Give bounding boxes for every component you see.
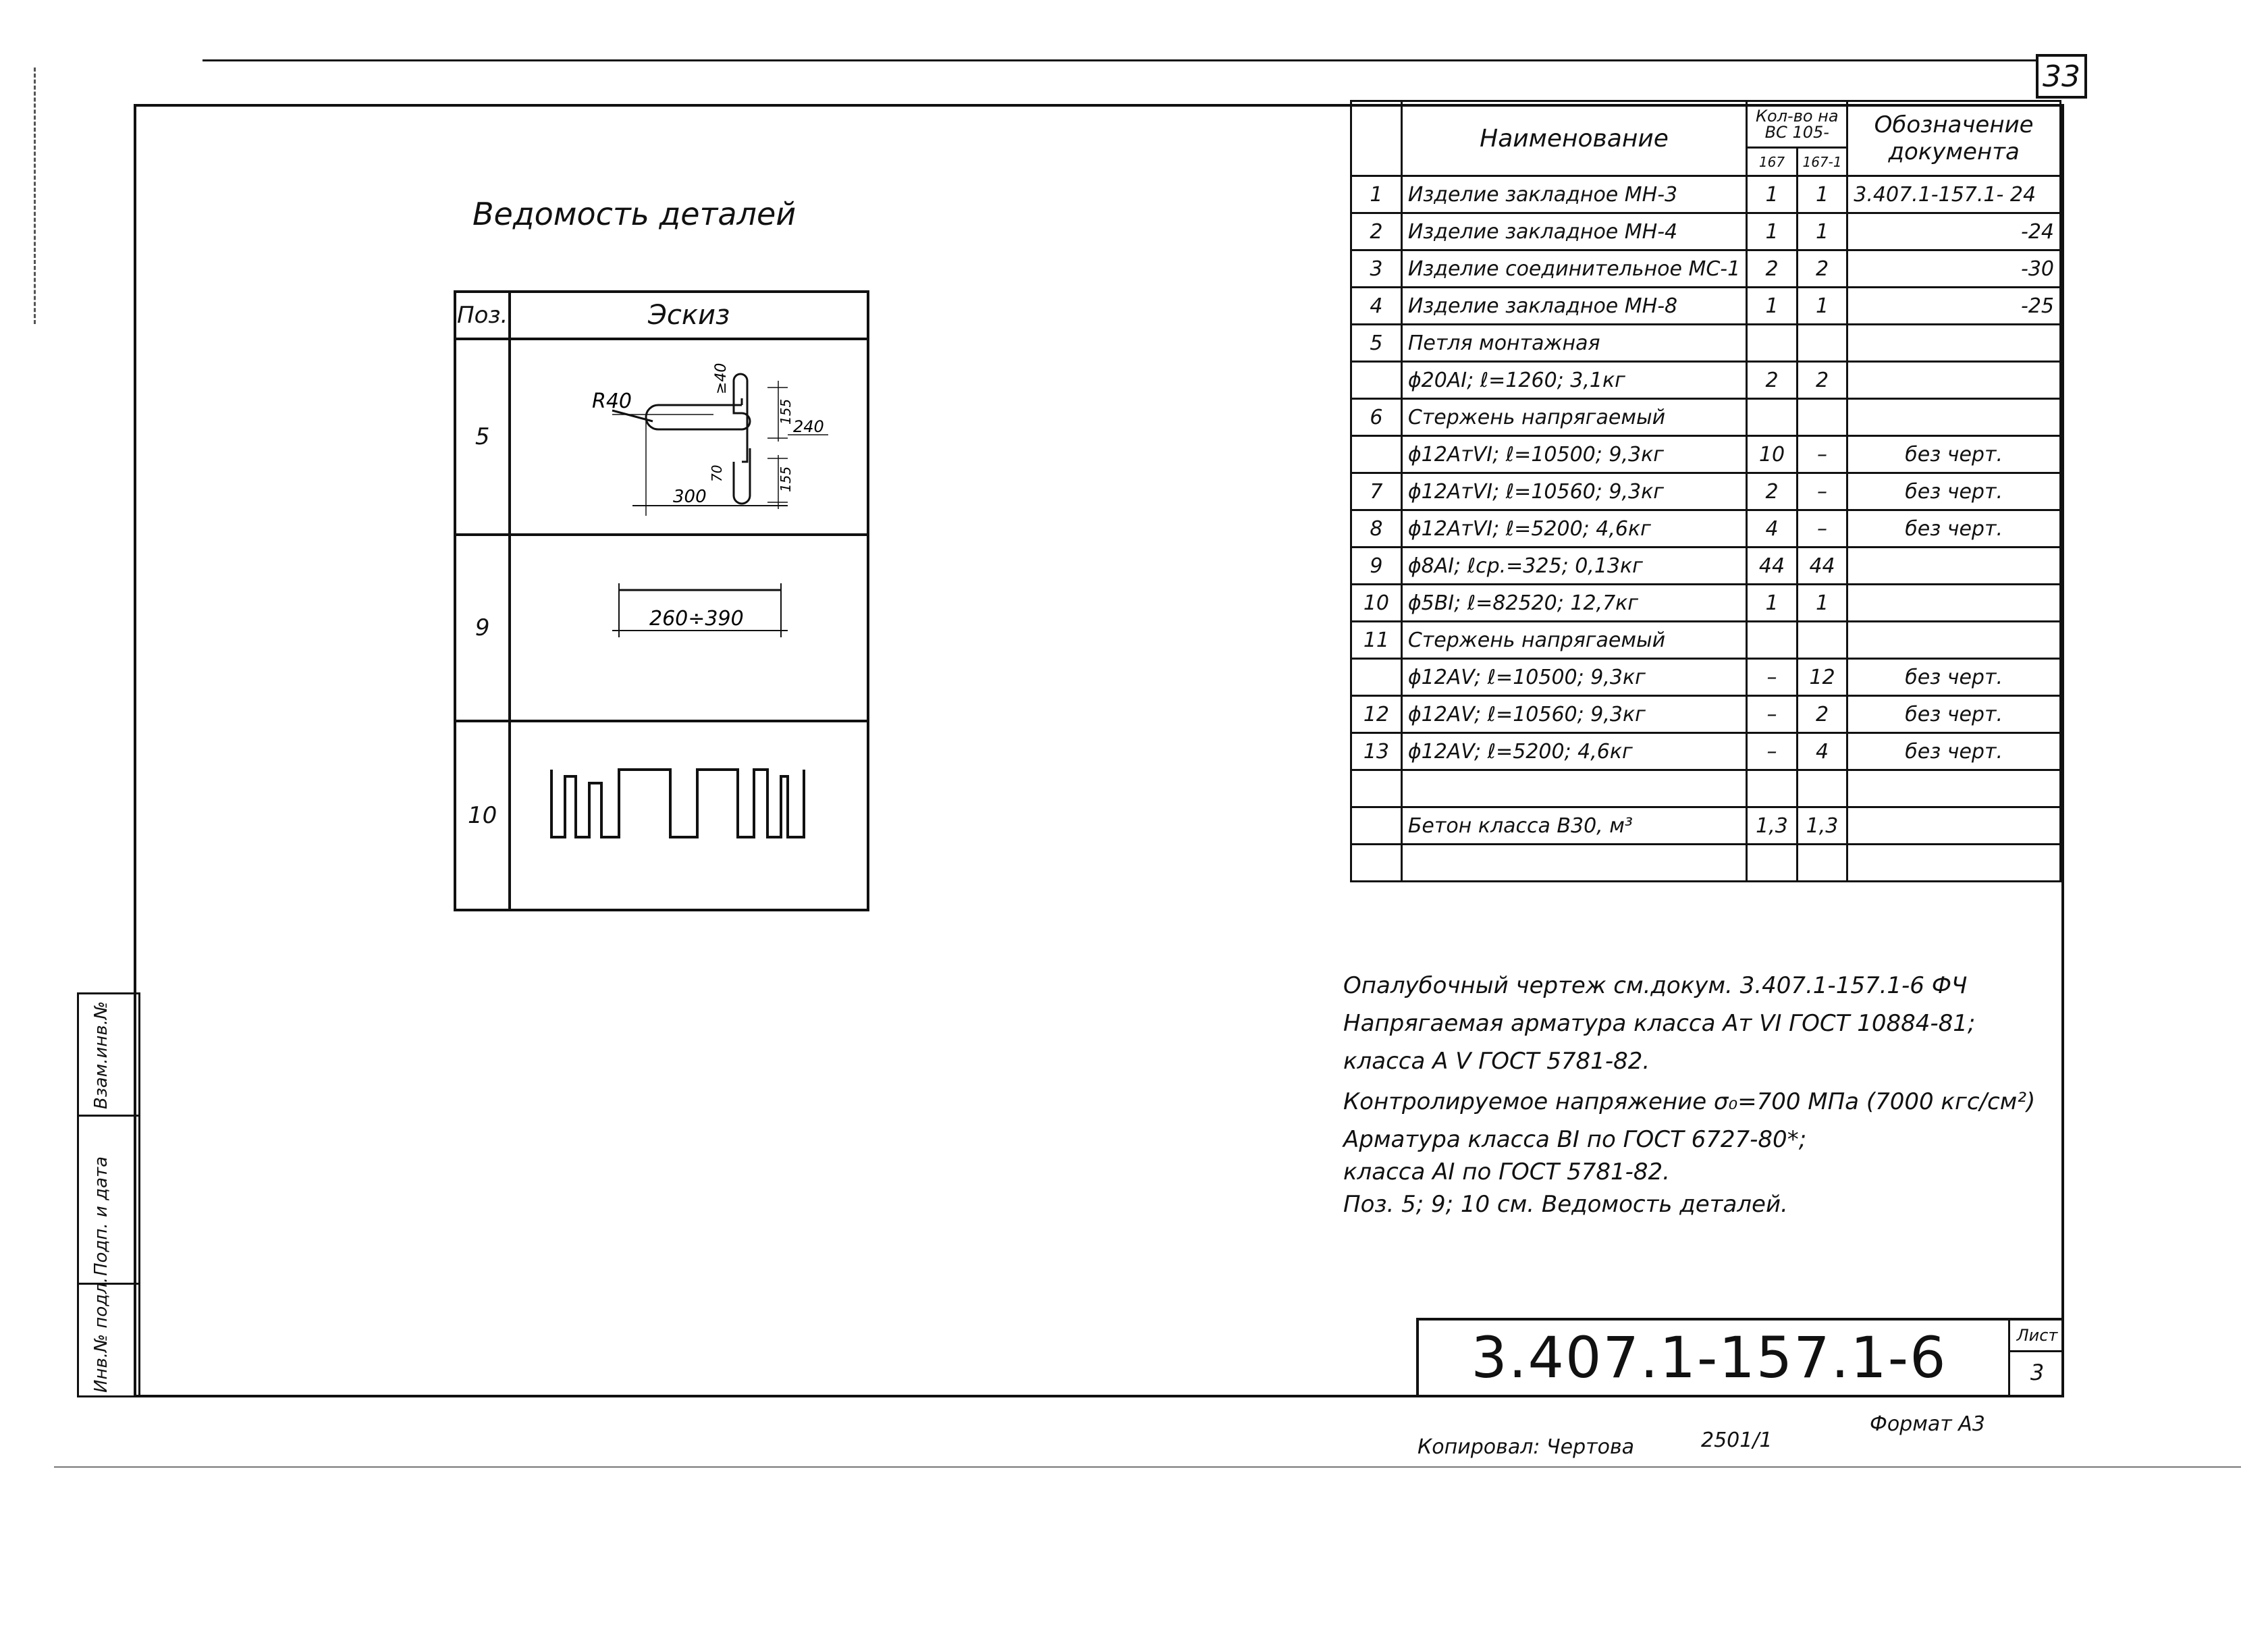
note-line: Контролируемое напряжение σ₀=700 МПа (7000 кгс/см²)	[1343, 1088, 2036, 1115]
spec-header-qty	[1747, 101, 1847, 148]
spec-cell-qty-a: 1	[1747, 288, 1798, 325]
side-stamp-cell-3	[77, 1277, 140, 1397]
spec-cell-qty-a: 2	[1747, 473, 1798, 510]
spec-cell-qty-b: 2	[1797, 696, 1847, 733]
note-line: Поз. 5; 9; 10 см. Ведомость деталей.	[1343, 1191, 1788, 1218]
spec-cell-pos: 10	[1351, 585, 1402, 622]
spec-cell-qty-a	[1747, 325, 1798, 362]
bottom-rule	[54, 1466, 2241, 1468]
spec-cell-pos: 1	[1351, 176, 1402, 213]
spec-cell-pos: 9	[1351, 548, 1402, 585]
spec-cell-doc	[1847, 399, 2061, 436]
spec-cell-qty-b: –	[1797, 510, 1847, 548]
spec-row	[1351, 288, 2061, 325]
spec-cell-pos: 8	[1351, 510, 1402, 548]
spec-cell-qty-b: 1,3	[1797, 807, 1847, 845]
spec-cell-pos	[1351, 659, 1402, 696]
spec-cell-pos: 11	[1351, 622, 1402, 659]
details-row-pos: 9	[455, 535, 510, 721]
spec-cell-doc	[1847, 548, 2061, 585]
spec-cell-qty-b	[1797, 325, 1847, 362]
spec-cell-name: Изделие соединительное МС-1	[1401, 250, 1746, 288]
side-stamp-text-2: Подп. и дата	[91, 1156, 111, 1276]
spec-cell-qty-a: 1	[1747, 585, 1798, 622]
sheet-label: Лист	[2010, 1321, 2064, 1352]
side-stamp-text-1: Взам.инв.№	[91, 1001, 111, 1109]
spec-cell-name: Изделие закладное МН-3	[1401, 176, 1746, 213]
top-rule	[202, 59, 2039, 61]
spec-cell-name: ϕ20АI; ℓ=1260; 3,1кг	[1401, 362, 1746, 399]
spec-cell-pos: 6	[1351, 399, 1402, 436]
title-block	[1416, 1318, 2064, 1397]
dim-range: 260÷390	[649, 607, 744, 631]
spec-cell-doc: без черт.	[1847, 436, 2061, 473]
spec-row	[1351, 250, 2061, 288]
spec-cell-name: ϕ12АV; ℓ=10500; 9,3кг	[1401, 659, 1746, 696]
spec-cell-pos	[1351, 845, 1402, 882]
zigzag-sketch	[511, 722, 875, 911]
spec-cell-doc	[1847, 362, 2061, 399]
spec-cell-qty-b: 2	[1797, 362, 1847, 399]
dim-height-1: 155	[778, 398, 794, 425]
spec-row	[1351, 325, 2061, 362]
spec-cell-pos: 5	[1351, 325, 1402, 362]
spec-cell-doc	[1847, 325, 2061, 362]
details-header-pos: Поз.	[455, 292, 510, 339]
spec-cell-doc	[1847, 845, 2061, 882]
spec-cell-doc: -30	[1847, 250, 2061, 288]
spec-header-pos	[1351, 101, 1402, 176]
spec-cell-pos: 3	[1351, 250, 1402, 288]
spec-row	[1351, 845, 2061, 882]
bar-sketch	[511, 536, 875, 722]
dim-small-2: 70	[709, 464, 726, 482]
spec-table	[1350, 100, 2061, 882]
spec-row	[1351, 733, 2061, 770]
sheet-number-box	[2036, 54, 2087, 99]
spec-cell-name: Стержень напрягаемый	[1401, 399, 1746, 436]
spec-cell-qty-a: 2	[1747, 250, 1798, 288]
spec-header-doc	[1847, 101, 2061, 176]
spec-cell-qty-a: 2	[1747, 362, 1798, 399]
spec-cell-name: Бетон класса В30, м³	[1401, 807, 1746, 845]
spec-cell-qty-a	[1747, 770, 1798, 807]
details-table	[454, 290, 869, 911]
designation: 3.407.1-157.1-6	[1471, 1325, 1947, 1391]
spec-header-qty-b: 167-1	[1797, 148, 1847, 176]
spec-cell-qty-b	[1797, 399, 1847, 436]
spec-cell-doc: без черт.	[1847, 510, 2061, 548]
spec-row	[1351, 399, 2061, 436]
spec-cell-doc	[1847, 585, 2061, 622]
sketch-loop	[510, 339, 868, 535]
note-line: класса А V ГОСТ 5781-82.	[1343, 1048, 1650, 1075]
spec-row	[1351, 622, 2061, 659]
spec-cell-name: Изделие закладное МН-8	[1401, 288, 1746, 325]
spec-cell-qty-a: 1	[1747, 176, 1798, 213]
spec-cell-doc	[1847, 622, 2061, 659]
side-stamp-cell-1	[77, 992, 140, 1117]
spec-cell-name: Стержень напрягаемый	[1401, 622, 1746, 659]
spec-cell-name: ϕ5ВI; ℓ=82520; 12,7кг	[1401, 585, 1746, 622]
spec-row	[1351, 659, 2061, 696]
spec-header-qty-a: 167	[1747, 148, 1798, 176]
spec-cell-doc: -25	[1847, 288, 2061, 325]
spec-header-doc-line1: Обозначение	[1874, 111, 2034, 138]
sketch-bar	[510, 535, 868, 721]
spec-cell-qty-a: –	[1747, 733, 1798, 770]
spec-cell-pos: 4	[1351, 288, 1402, 325]
spec-cell-pos: 13	[1351, 733, 1402, 770]
spec-cell-doc: без черт.	[1847, 733, 2061, 770]
spec-header-doc-line2: документа	[1888, 138, 2020, 165]
spec-row	[1351, 213, 2061, 250]
note-line: Арматура класса ВI по ГОСТ 6727-80*;	[1343, 1126, 1807, 1153]
spec-cell-qty-b: 44	[1797, 548, 1847, 585]
footer-order: 2501/1	[1701, 1429, 1773, 1452]
spec-cell-name: ϕ12АV; ℓ=5200; 4,6кг	[1401, 733, 1746, 770]
spec-cell-qty-a	[1747, 622, 1798, 659]
spec-cell-qty-b: –	[1797, 473, 1847, 510]
spec-row	[1351, 362, 2061, 399]
spec-cell-qty-a: 44	[1747, 548, 1798, 585]
dim-length: 300	[673, 487, 707, 507]
spec-header-qty-line2: ВС 105-	[1764, 123, 1829, 142]
spec-cell-qty-a: 4	[1747, 510, 1798, 548]
spec-cell-pos: 2	[1351, 213, 1402, 250]
spec-cell-doc: без черт.	[1847, 659, 2061, 696]
spec-cell-name: Петля монтажная	[1401, 325, 1746, 362]
margin-mark	[34, 68, 38, 324]
spec-cell-doc	[1847, 807, 2061, 845]
details-header-sketch: Эскиз	[510, 292, 868, 339]
side-stamp-text-3: Инв.№ подл.	[91, 1277, 111, 1393]
spec-cell-qty-b: 1	[1797, 176, 1847, 213]
dim-radius: R40	[592, 390, 632, 413]
spec-cell-qty-b: 4	[1797, 733, 1847, 770]
spec-row	[1351, 770, 2061, 807]
spec-cell-name: ϕ12АтVI; ℓ=10500; 9,3кг	[1401, 436, 1746, 473]
spec-cell-qty-b: 12	[1797, 659, 1847, 696]
spec-cell-pos	[1351, 807, 1402, 845]
details-row-pos: 5	[455, 339, 510, 535]
note-line: Опалубочный чертеж см.докум. 3.407.1-157.1-6 ФЧ	[1343, 972, 1968, 999]
dim-height-2: 155	[778, 466, 794, 492]
note-line: класса АI по ГОСТ 5781-82.	[1343, 1158, 1670, 1185]
spec-cell-qty-b: 1	[1797, 585, 1847, 622]
spec-row	[1351, 548, 2061, 585]
note-line: Напрягаемая арматура класса Ат VI ГОСТ 10884-81;	[1343, 1010, 1976, 1037]
spec-cell-pos	[1351, 436, 1402, 473]
spec-cell-qty-b	[1797, 845, 1847, 882]
spec-cell-name: ϕ12АтVI; ℓ=5200; 4,6кг	[1401, 510, 1746, 548]
spec-header-qty-line1: Кол-во на	[1755, 107, 1839, 126]
spec-row	[1351, 510, 2061, 548]
spec-cell-name: ϕ8АI; ℓср.=325; 0,13кг	[1401, 548, 1746, 585]
dim-top-small: ≥40	[713, 363, 730, 394]
spec-cell-doc: 3.407.1-157.1- 24	[1847, 176, 2061, 213]
spec-cell-qty-a: –	[1747, 659, 1798, 696]
spec-row	[1351, 807, 2061, 845]
spec-cell-pos	[1351, 362, 1402, 399]
spec-cell-name: Изделие закладное МН-4	[1401, 213, 1746, 250]
spec-cell-qty-a	[1747, 399, 1798, 436]
details-title: Ведомость деталей	[473, 196, 796, 232]
spec-cell-qty-b: 1	[1797, 288, 1847, 325]
spec-cell-qty-a	[1747, 845, 1798, 882]
sketch-zigzag	[510, 721, 868, 910]
spec-cell-qty-a: 1,3	[1747, 807, 1798, 845]
spec-cell-qty-a: 1	[1747, 213, 1798, 250]
spec-cell-qty-a: 10	[1747, 436, 1798, 473]
spec-cell-pos: 12	[1351, 696, 1402, 733]
spec-cell-doc: без черт.	[1847, 696, 2061, 733]
spec-cell-pos: 7	[1351, 473, 1402, 510]
spec-cell-pos	[1351, 770, 1402, 807]
side-stamp-cell-2	[77, 1115, 140, 1285]
spec-cell-qty-b: 2	[1797, 250, 1847, 288]
spec-header-name: Наименование	[1401, 101, 1746, 176]
spec-cell-name	[1401, 770, 1746, 807]
spec-cell-qty-a: –	[1747, 696, 1798, 733]
spec-row	[1351, 696, 2061, 733]
spec-cell-qty-b: 1	[1797, 213, 1847, 250]
sheet-value: 3	[2030, 1360, 2045, 1385]
loop-sketch	[511, 340, 875, 536]
spec-cell-qty-b	[1797, 622, 1847, 659]
details-row-pos: 10	[455, 721, 510, 910]
spec-cell-doc	[1847, 770, 2061, 807]
dim-side: 240	[793, 417, 825, 436]
sheet-cell	[2008, 1321, 2064, 1397]
spec-row	[1351, 176, 2061, 213]
sheet-number: 33	[2043, 59, 2080, 94]
spec-cell-name: ϕ12АV; ℓ=10560; 9,3кг	[1401, 696, 1746, 733]
spec-row	[1351, 473, 2061, 510]
spec-cell-name	[1401, 845, 1746, 882]
spec-cell-name: ϕ12АтVI; ℓ=10560; 9,3кг	[1401, 473, 1746, 510]
spec-cell-qty-b	[1797, 770, 1847, 807]
footer-copied: Копировал: Чертова	[1418, 1435, 1635, 1459]
spec-row	[1351, 436, 2061, 473]
spec-cell-doc: без черт.	[1847, 473, 2061, 510]
spec-cell-doc: -24	[1847, 213, 2061, 250]
footer-format: Формат А3	[1870, 1412, 1985, 1436]
spec-cell-qty-b: –	[1797, 436, 1847, 473]
spec-row	[1351, 585, 2061, 622]
